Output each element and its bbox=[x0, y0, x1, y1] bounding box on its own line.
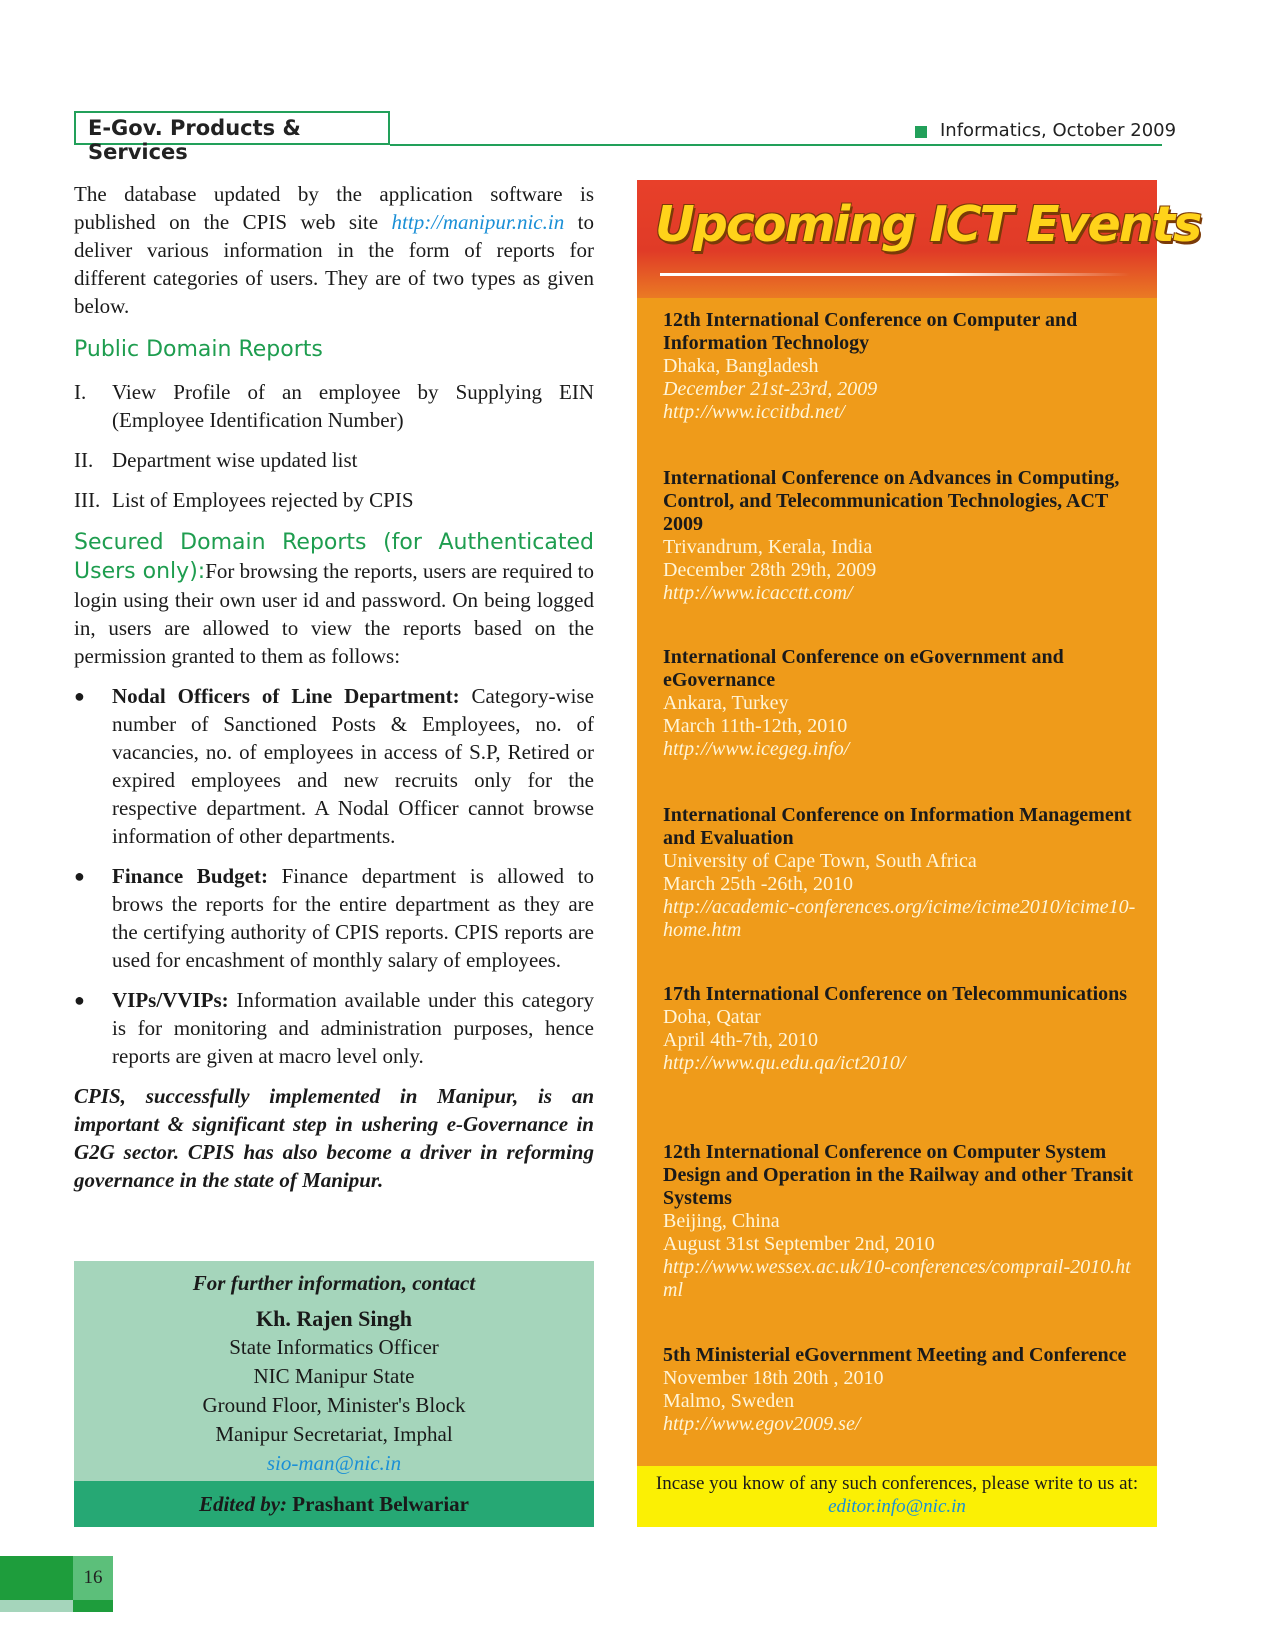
item-text: View Profile of an employee by Supplying EIN (Employee Identification Number) bbox=[112, 380, 594, 432]
event-date: April 4th-7th, 2010 bbox=[663, 1029, 818, 1051]
event-location: Doha, Qatar bbox=[663, 1006, 761, 1028]
event-link[interactable]: http://www.iccitbd.net/ bbox=[663, 401, 845, 423]
item-number: I. bbox=[74, 380, 87, 404]
bullet-text: Category-wise number of Sanctioned Posts & Employees, no. of vacancies, no. of employees in access of S.P, Retired or expired employees and new recruits only for the respective department. A Nodal Officer cannot browse information of other departments. bbox=[112, 684, 594, 848]
event-date: December 28th 29th, 2009 bbox=[663, 559, 877, 581]
intro-text-end: to deliver various information in the form of reports for different categories of users. They are of two types as given below. bbox=[74, 210, 594, 318]
event-title: 12th International Conference on Computer and Information Technology bbox=[663, 309, 1078, 354]
contact-name: Kh. Rajen Singh bbox=[256, 1306, 412, 1331]
editor-name: Prashant Belwariar bbox=[287, 1492, 470, 1516]
secured-reports-heading: Secured Domain Reports (for Authenticated Users only): bbox=[74, 530, 594, 584]
submission-text: Incase you know of any such conferences, please write to us at: bbox=[655, 1473, 1139, 1494]
bullet-title: Nodal Officers of Line Department: bbox=[112, 684, 460, 708]
event-title: International Conference on Advances in Computing, Control, and Telecommunication Technologies, ACT 2009 bbox=[663, 467, 1120, 535]
event-location: Ankara, Turkey bbox=[663, 692, 789, 714]
contact-box bbox=[74, 1261, 594, 1481]
intro-text: The database updated by the application software is published on the CPIS web site bbox=[74, 182, 594, 234]
event-location: Beijing, China bbox=[663, 1210, 780, 1232]
item-text: List of Employees rejected by CPIS bbox=[112, 488, 414, 512]
event-date: March 25th -26th, 2010 bbox=[663, 873, 853, 895]
contact-line: NIC Manipur State bbox=[253, 1364, 415, 1388]
contact-email-link[interactable]: sio-man@nic.in bbox=[266, 1451, 402, 1475]
event-link[interactable]: http://www.wessex.ac.uk/10-conferences/comprail-2010.html bbox=[663, 1256, 1131, 1301]
edited-label: Edited by: bbox=[198, 1492, 288, 1516]
event-title: International Conference on Information Management and Evaluation bbox=[663, 804, 1132, 849]
page-tab bbox=[0, 1556, 73, 1600]
event-title: 17th International Conference on Telecommunications bbox=[663, 983, 1128, 1005]
bullet-text: Finance department is allowed to brows the reports for the entire department as they are the certifying authority of CPIS reports. CPIS reports are used for encashment of monthly salary of employees. bbox=[112, 864, 594, 972]
item-text: Department wise updated list bbox=[112, 448, 358, 472]
section-title: E-Gov. Products & Services bbox=[74, 111, 390, 145]
event-link[interactable]: http://www.icegeg.info/ bbox=[663, 738, 850, 760]
header-rule bbox=[390, 144, 1162, 146]
event-title: 12th International Conference on Computer System Design and Operation in the Railway and other Transit Systems bbox=[663, 1141, 1134, 1209]
public-reports-heading: Public Domain Reports bbox=[74, 337, 323, 362]
contact-heading: For further information, contact bbox=[192, 1271, 476, 1295]
bullet-icon: ● bbox=[74, 990, 85, 1010]
event-location: University of Cape Town, South Africa bbox=[663, 850, 977, 872]
event-link[interactable]: http://academic-conferences.org/icime/icime2010/icime10-home.htm bbox=[663, 896, 1136, 941]
submission-note bbox=[637, 1466, 1157, 1527]
issue-square-icon bbox=[915, 126, 927, 138]
bullet-text: Information available under this category is for monitoring and administration purposes, hence reports are given at macro level only. bbox=[112, 988, 594, 1068]
event-item bbox=[663, 1141, 1143, 1302]
contact-line: Ground Floor, Minister's Block bbox=[202, 1393, 466, 1417]
intro-paragraph bbox=[74, 180, 594, 320]
event-title: 5th Ministerial eGovernment Meeting and Conference bbox=[663, 1344, 1127, 1366]
event-location: Malmo, Sweden bbox=[663, 1390, 795, 1412]
list-item bbox=[74, 378, 594, 434]
page-number: 16 bbox=[73, 1556, 113, 1600]
event-item bbox=[663, 983, 1143, 1075]
list-item bbox=[74, 446, 594, 474]
bullet-title: Finance Budget: bbox=[112, 864, 268, 888]
event-item bbox=[663, 804, 1143, 942]
list-item bbox=[74, 682, 594, 850]
event-item bbox=[663, 1344, 1143, 1436]
event-link[interactable]: http://www.icacctt.com/ bbox=[663, 582, 853, 604]
secured-reports-text: For browsing the reports, users are required to login using their own user id and password. On being logged in, users are allowed to view the reports based on the permission granted to them as follows: bbox=[74, 559, 594, 668]
item-number: II. bbox=[74, 448, 94, 472]
banner-rule bbox=[660, 273, 1130, 276]
bullet-icon: ● bbox=[74, 866, 85, 886]
event-item bbox=[663, 309, 1143, 424]
item-number: III. bbox=[74, 488, 101, 512]
editor-credit bbox=[74, 1481, 594, 1527]
event-date: November 18th 20th , 2010 bbox=[663, 1367, 884, 1389]
article-body bbox=[74, 180, 594, 1194]
cpis-website-link[interactable]: http://manipur.nic.in bbox=[391, 210, 565, 234]
closing-statement: CPIS, successfully implemented in Manipur, is an important & significant step in ushering e-Governance in G2G sector. CPIS has also become a driver in reforming governance in the state of Manipur. bbox=[74, 1084, 594, 1192]
secured-reports-paragraph bbox=[74, 528, 594, 670]
event-item bbox=[663, 467, 1143, 605]
contact-line: Manipur Secretariat, Imphal bbox=[215, 1422, 453, 1446]
event-title: International Conference on eGovernment and eGovernance bbox=[663, 646, 1064, 691]
page-strip-dark bbox=[73, 1600, 113, 1612]
event-date: March 11th-12th, 2010 bbox=[663, 715, 848, 737]
list-item bbox=[74, 986, 594, 1070]
contact-line: State Informatics Officer bbox=[229, 1335, 439, 1359]
bullet-title: VIPs/VVIPs: bbox=[112, 988, 229, 1012]
event-location: Trivandrum, Kerala, India bbox=[663, 536, 873, 558]
event-link[interactable]: http://www.qu.edu.qa/ict2010/ bbox=[663, 1052, 906, 1074]
list-item bbox=[74, 862, 594, 974]
event-item bbox=[663, 646, 1143, 761]
event-date: August 31st September 2nd, 2010 bbox=[663, 1233, 935, 1255]
editor-email-link[interactable]: editor.info@nic.in bbox=[828, 1496, 966, 1517]
event-location: Dhaka, Bangladesh bbox=[663, 355, 819, 377]
issue-label: Informatics, October 2009 bbox=[940, 120, 1177, 141]
page-strip bbox=[0, 1600, 73, 1612]
event-date: December 21st-23rd, 2009 bbox=[663, 378, 878, 400]
event-link[interactable]: http://www.egov2009.se/ bbox=[663, 1413, 861, 1435]
bullet-icon: ● bbox=[74, 686, 85, 706]
events-title: Upcoming ICT Events bbox=[655, 196, 1201, 253]
list-item bbox=[74, 486, 594, 514]
